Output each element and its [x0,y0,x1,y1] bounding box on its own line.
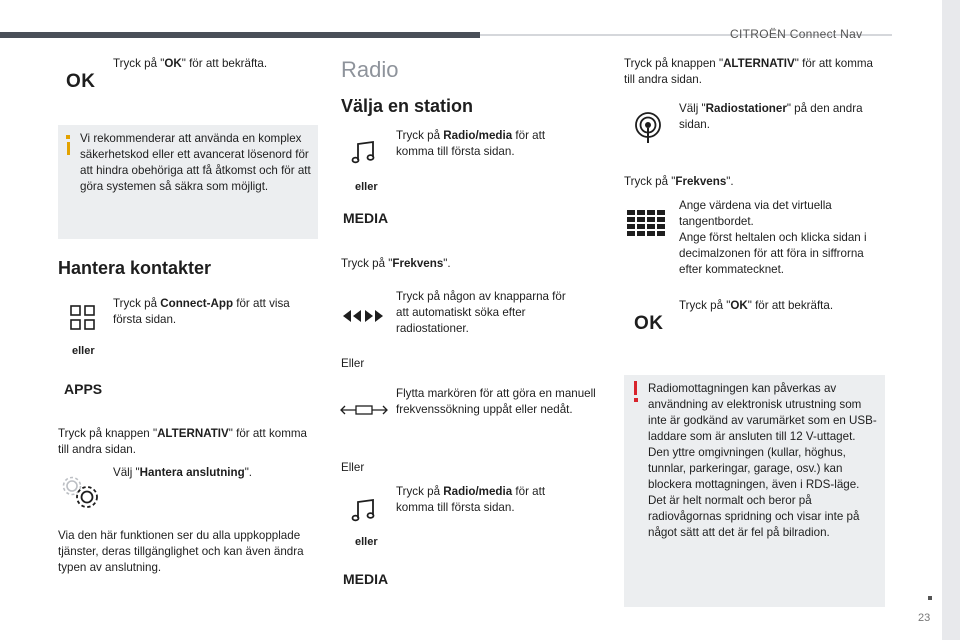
music-note-icon [351,498,377,529]
eller-label: eller [355,536,378,548]
manage-connection-instruction: Välj "Hantera anslutning". [113,466,253,479]
warning-box [624,375,885,607]
eller-label: eller [72,345,95,357]
connections-description: Via den här funktionen ser du alla uppkopplade tjänster, deras tillgänglighet och kan även ändra typen av anslutning. [58,529,304,574]
apps-button-label: APPS [64,381,103,397]
info-text: Vi rekommenderar att använda en komplex säkerhetskod eller ett avancerat lösenord för att hindra obehöriga att få åtkomst och för att göra systemen så säkra som möjligt. [80,132,311,193]
ok-button-icon: OK [634,313,664,334]
apps-grid-icon [70,305,96,336]
header-bar [0,32,480,38]
info-icon [66,135,70,139]
connect-app-instruction: Tryck på Connect-App för att visa första sidan. [113,297,290,326]
media-button-label: MEDIA [343,571,389,587]
warning-icon [634,381,637,395]
ok-instruction-right: Tryck på "OK" för att bekräfta. [679,299,834,312]
music-note-icon [351,140,377,171]
frequency-slider-icon [339,402,389,423]
slider-instruction: Flytta markören för att göra en manuell frekvenssökning uppåt eller nedåt. [396,387,596,416]
ok-button-icon: OK [66,71,96,92]
media-button-label: MEDIA [343,210,389,226]
gear-icon [60,474,102,517]
section-title-contacts: Hantera kontakter [58,258,212,278]
radio-antenna-icon [633,112,663,149]
keyboard-icon [627,210,667,243]
radio-stations-instruction: Välj "Radiostationer" på den andra sidan. [679,102,863,131]
radio-media-instruction-2: Tryck på Radio/media för att komma till första sidan. [396,485,546,514]
info-box [58,125,318,239]
alternativ-instruction-left: Tryck på knappen "ALTERNATIV" för att komma till andra sidan. [58,427,307,456]
warning-text: Radiomottagningen kan påverkas av användning av elektronisk utrustning som inte är godkänd av varumärket som en USB-laddare som är ansluten till 12 V-uttaget. Den yttre omgivningen (kullar, höghus, tunnlar, parkeringar, garage, osv.) kan blockera mottagningen, även i RDS-läge. Det är helt normalt och beror på radiovågornas spridning och visar inte på något sätt att det är fel på bilradion. [648,382,877,539]
ok-instruction: Tryck på "OK" för att bekräfta. [113,57,268,70]
frekvens-instruction-middle: Tryck på "Frekvens". [341,257,451,270]
seek-instruction: Tryck på någon av knapparna för att automatiskt söka efter radiostationer. [396,290,566,335]
page-number: 23 [918,612,931,624]
frekvens-instruction-right: Tryck på "Frekvens". [624,175,734,188]
keyboard-instruction: Ange värdena via det virtuella tangentbordet. Ange först heltalen och klicka sidan i decimalzonen för att föra in siffrorna efter kommatecknet. [679,199,867,276]
header-brand: CITROËN Connect Nav [730,27,863,41]
page-edge-strip [942,0,960,640]
alternativ-instruction-right: Tryck på knappen "ALTERNATIV" för att komma till andra sidan. [624,57,873,86]
page-marker [928,596,932,600]
radio-media-instruction: Tryck på Radio/media för att komma till första sidan. [396,129,546,158]
seek-buttons-icon [341,306,385,331]
eller-label: eller [355,181,378,193]
eller-separator-2: Eller [341,461,365,474]
radio-title: Radio [341,57,399,82]
eller-separator-1: Eller [341,357,365,370]
section-title-select-station: Välja en station [341,96,474,116]
